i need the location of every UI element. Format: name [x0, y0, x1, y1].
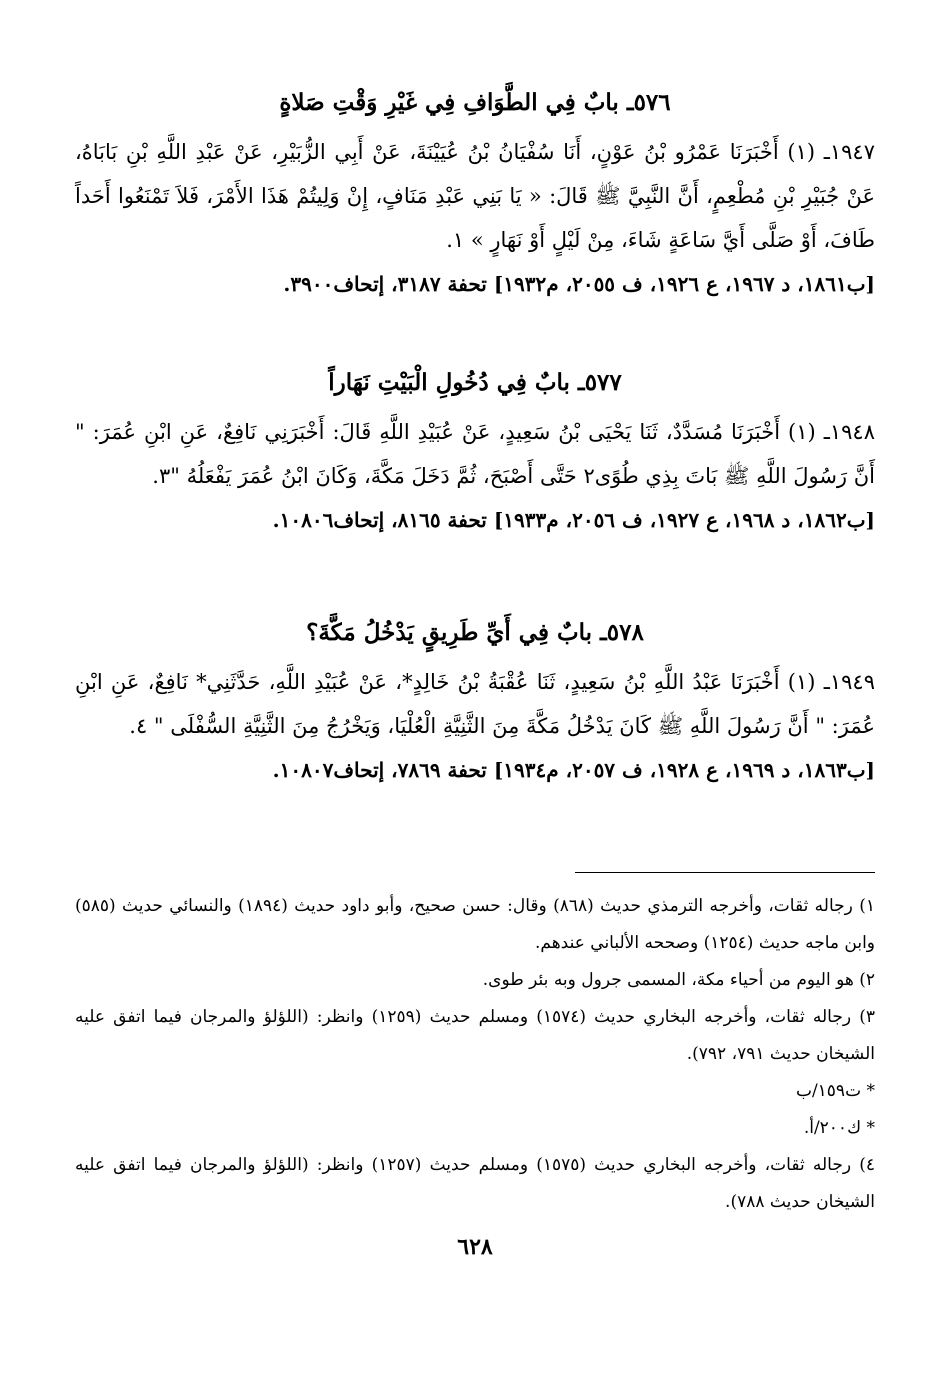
footnote-3: ٣) رجاله ثقات، وأخرجه البخاري حديث (١٥٧٤) ومسلم حديث (١٢٥٩) وانظر: (اللؤلؤ والمرجان فيما اتفق عليه الشيخان حديث ٧٩١، ٧٩٢).	[75, 1007, 875, 1064]
hadith-reference: [ب١٨٦٣، د ١٩٦٩، ع ١٩٢٨، ف ٢٠٥٧، م١٩٣٤] تحفة ٧٨٦٩، إتحاف١٠٨٠٧.	[272, 758, 875, 782]
footnote-divider	[575, 872, 875, 873]
footnotes	[75, 888, 875, 1221]
manuscript-note-k: * ك٢٠٠/أ.	[803, 1118, 875, 1138]
hadith-text: ١٩٤٨ـ (١) أَخْبَرَنَا مُسَدَّدٌ، ثَنَا يَحْيَى بْنُ سَعِيدٍ، عَنْ عُبَيْدِ اللَّهِ قَالَ: أَخْبَرَنِي نَافِعٌ، عَنِ ابْنِ عُمَرَ: " أَنَّ رَسُولَ اللَّهِ ﷺ بَاتَ بِذِي طُوًى٢ حَتَّى أَصْبَحَ، ثُمَّ دَخَلَ مَكَّةَ، وَكَانَ ابْنُ عُمَرَ يَفْعَلُهُ "٣.	[75, 420, 875, 488]
hadith-text: ١٩٤٧ـ (١) أَخْبَرَنَا عَمْرُو بْنُ عَوْنٍ، أَنَا سُفْيَانُ بْنُ عُيَيْنَةَ، عَنْ أَبِي الزُّبَيْرِ، عَنْ عَبْدِ اللَّهِ بْنِ بَابَاهُ، عَنْ جُبَيْرِ بْنِ مُطْعِمٍ، أَنَّ النَّبِيَّ ﷺ قَالَ: « يَا بَنِي عَبْدِ مَنَافٍ، إِنْ وَلِيتُمْ هَذَا الأَمْرَ، فَلاَ تَمْنَعُوا أَحَداً طَافَ، أَوْ صَلَّى أَيَّ سَاعَةٍ شَاءَ، مِنْ لَيْلٍ أَوْ نَهَارٍ » ١.	[75, 140, 875, 252]
chapter-title: ٥٧٨ـ بابٌ فِي أَيِّ طَرِيقٍ يَدْخُلُ مَكَّةَ؟	[306, 619, 644, 646]
footnote-4: ٤) رجاله ثقات، وأخرجه البخاري حديث (١٥٧٥) ومسلم حديث (١٢٥٧) وانظر: (اللؤلؤ والمرجان فيما اتفق عليه الشيخان حديث ٧٨٨).	[75, 1155, 875, 1212]
footnote-2: ٢) هو اليوم من أحياء مكة، المسمى جرول وبه بئر طوى.	[482, 970, 875, 990]
manuscript-note-t: * ت١٥٩/ب	[795, 1081, 875, 1101]
hadith-text: ١٩٤٩ـ (١) أَخْبَرَنَا عَبْدُ اللَّهِ بْنُ سَعِيدٍ، ثَنَا عُقْبَةُ بْنُ خَالِدٍ*، عَنْ عُبَيْدِ اللَّهِ، حَدَّثَنِي* نَافِعٌ، عَنِ ابْنِ عُمَرَ: " أَنَّ رَسُولَ اللَّهِ ﷺ كَانَ يَدْخُلُ مَكَّةَ مِنَ الثَّنِيَّةِ الْعُلْيَا، وَيَخْرُجُ مِنَ الثَّنِيَّةِ السُّفْلَى " ٤.	[75, 670, 875, 738]
hadith-reference: [ب١٨٦٢، د ١٩٦٨، ع ١٩٢٧، ف ٢٠٥٦، م١٩٣٣] تحفة ٨١٦٥، إتحاف١٠٨٠٦.	[272, 508, 875, 532]
chapter-576	[75, 88, 875, 306]
hadith-reference: [ب١٨٦١، د ١٩٦٧، ع ١٩٢٦، ف ٢٠٥٥، م١٩٣٢] تحفة ٣١٨٧، إتحاف٣٩٠٠.	[283, 272, 875, 296]
page-number: ٦٢٨	[457, 1234, 493, 1260]
chapter-578	[75, 618, 875, 792]
book-page	[75, 0, 875, 1389]
footnote-1: ١) رجاله ثقات، وأخرجه الترمذي حديث (٨٦٨) وقال: حسن صحيح، وأبو داود حديث (١٨٩٤) والنسائي حديث (٥٨٥) وابن ماجه حديث (١٢٥٤) وصححه الألباني عندهم.	[75, 896, 875, 953]
chapter-title: ٥٧٦ـ بابٌ فِي الطَّوَافِ فِي غَيْرِ وَقْتِ صَلاةٍ	[279, 89, 671, 116]
chapter-title: ٥٧٧ـ بابٌ فِي دُخُولِ الْبَيْتِ نَهَاراً	[328, 369, 622, 396]
chapter-577	[75, 368, 875, 542]
